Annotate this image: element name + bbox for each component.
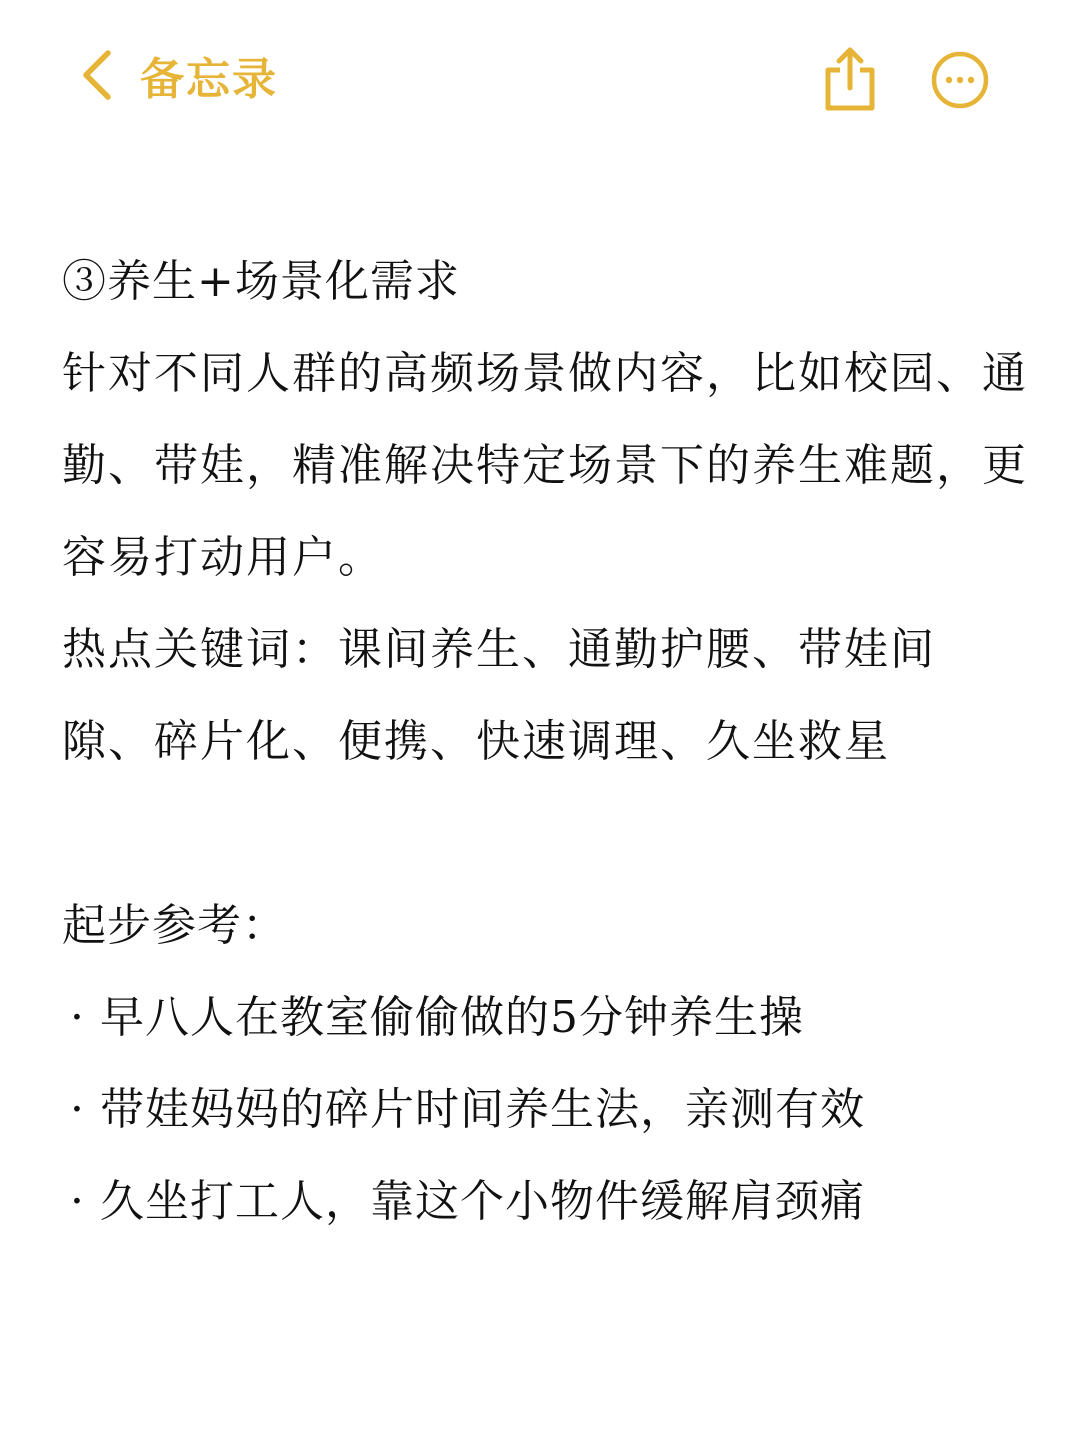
paragraph-line: 勤、带娃，精准解决特定场景下的养生难题，更 (62, 440, 1028, 491)
reference-item: · 带娃妈妈的碎片时间养生法，亲测有效 (70, 1084, 865, 1135)
back-label: 备忘录 (140, 54, 278, 105)
nav-bar (0, 0, 1080, 160)
paragraph-line: 容易打动用户。 (62, 532, 384, 583)
more-button[interactable] (930, 50, 990, 110)
chevron-left-icon (78, 47, 114, 103)
reference-item: · 早八人在教室偷偷做的5分钟养生操 (70, 992, 804, 1043)
share-button[interactable] (822, 44, 878, 112)
paragraph-line: 针对不同人群的高频场景做内容，比如校园、通 (62, 348, 1028, 399)
share-icon (822, 44, 878, 112)
reference-item: · 久坐打工人，靠这个小物件缓解肩颈痛 (70, 1176, 865, 1227)
back-button[interactable] (78, 40, 278, 110)
reference-title: 起步参考： (62, 900, 287, 951)
more-icon (930, 50, 990, 110)
note-body[interactable] (62, 236, 1032, 1248)
blank-line (62, 788, 1032, 880)
note-heading: ③养生+场景化需求 (62, 256, 460, 307)
keywords-line: 隙、碎片化、便携、快速调理、久坐救星 (62, 716, 890, 767)
keywords-line: 热点关键词：课间养生、通勤护腰、带娃间 (62, 624, 936, 675)
